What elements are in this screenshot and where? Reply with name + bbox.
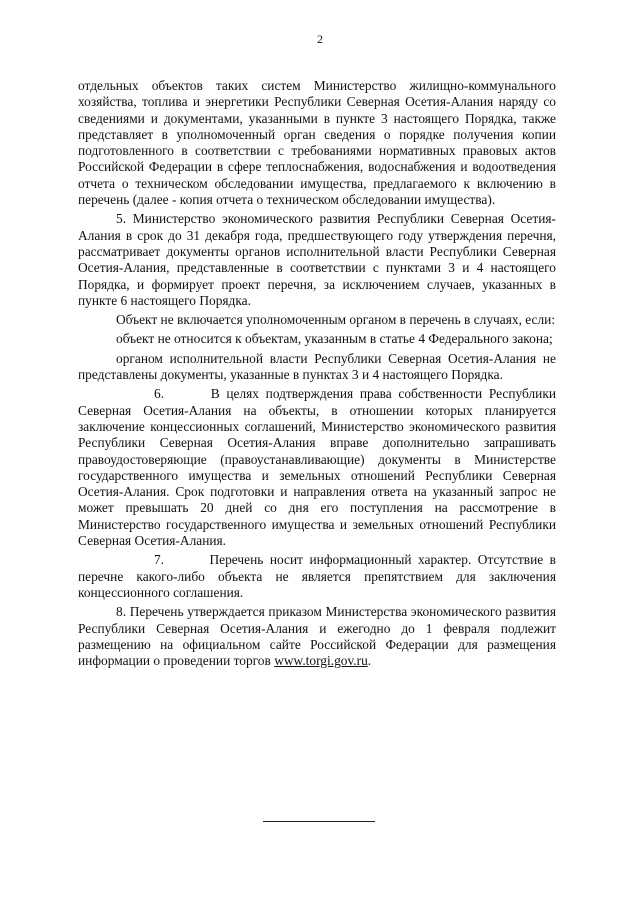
paragraph-exclusion-case-1: объект не относится к объектам, указанным в статье 4 Федерального закона; (116, 331, 553, 347)
paragraph-exclusion-intro: Объект не включается уполномоченным органом в перечень в случаях, если: (116, 312, 556, 328)
paragraph-6-number: 6. (154, 386, 165, 402)
page-number: 2 (317, 32, 323, 46)
paragraph-7 (78, 552, 556, 601)
paragraph-continuation: отдельных объектов таких систем Министерство жилищно-коммунального хозяйства, топлива и энергетики Республики Северная Осетия-Алания наряду со сведениями и документами, указанными в пункте 3 настоящего Порядка, также представляет в уполномоченный орган сведения о порядке получения копии подготовленного в соответствии с требованиями нормативных правовых актов Российской Федерации в сфере теплоснабжения, водоснабжения и водоотведения отчета о техническом обследовании имущества, предлагаемого к включению в перечень (далее - копия отчета о техническом обследовании имущества). (78, 78, 556, 208)
end-of-document-rule (263, 821, 375, 822)
document-body (78, 78, 556, 672)
paragraph-7-number: 7. (154, 552, 165, 568)
paragraph-exclusion-case-2: органом исполнительной власти Республики Северная Осетия-Алания не представлены документы, указанные в пунктах 3 и 4 настоящего Порядка. (78, 350, 556, 383)
paragraph-8 (78, 604, 556, 669)
paragraph-6-text: В целях подтверждения права собственности Республики Северная Осетия-Алания на объекты, в отношении которых планируется заключение концессионных соглашений, Министерство экономического развития Республики Северная Осетия-Алания вправе дополнительно запрашивать правоудостоверяющие (правоустанавливающие) документы в Министерстве государственного имущества и земельных отношений Республики Северная Осетия-Алания. Срок подготовки и направления ответа на указанный запрос не может превышать 20 дней со дня его поступления на рассмотрение в Министерство государственного имущества и земельных отношений Республики Северная Осетия-Алания. (78, 386, 557, 549)
paragraph-6 (78, 386, 556, 549)
torgi-link[interactable]: www.torgi.gov.ru (274, 653, 368, 669)
paragraph-7-text: Перечень носит информационный характер. Отсутствие в перечне какого-либо объекта не является препятствием для заключения концессионного соглашения. (78, 552, 556, 600)
paragraph-8-text: 8. Перечень утверждается приказом Министерства экономического развития Республики Северная Осетия-Алания и ежегодно до 1 февраля подлежит размещению на официальном сайте Российской Федерации для размещения информации о проведении торгов (78, 604, 556, 669)
paragraph-8-end: . (367, 653, 372, 669)
paragraph-5: 5. Министерство экономического развития Республики Северная Осетия-Алания в срок до 31 декабря года, предшествующего году утверждения перечня, рассматривает документы органов исполнительной власти Республики Северная Осетия-Алания, представленные в соответствии с пунктами 3 и 4 настоящего Порядка, и формирует проект перечня, за исключением случаев, указанных в пункте 6 настоящего Порядка. (78, 211, 556, 308)
